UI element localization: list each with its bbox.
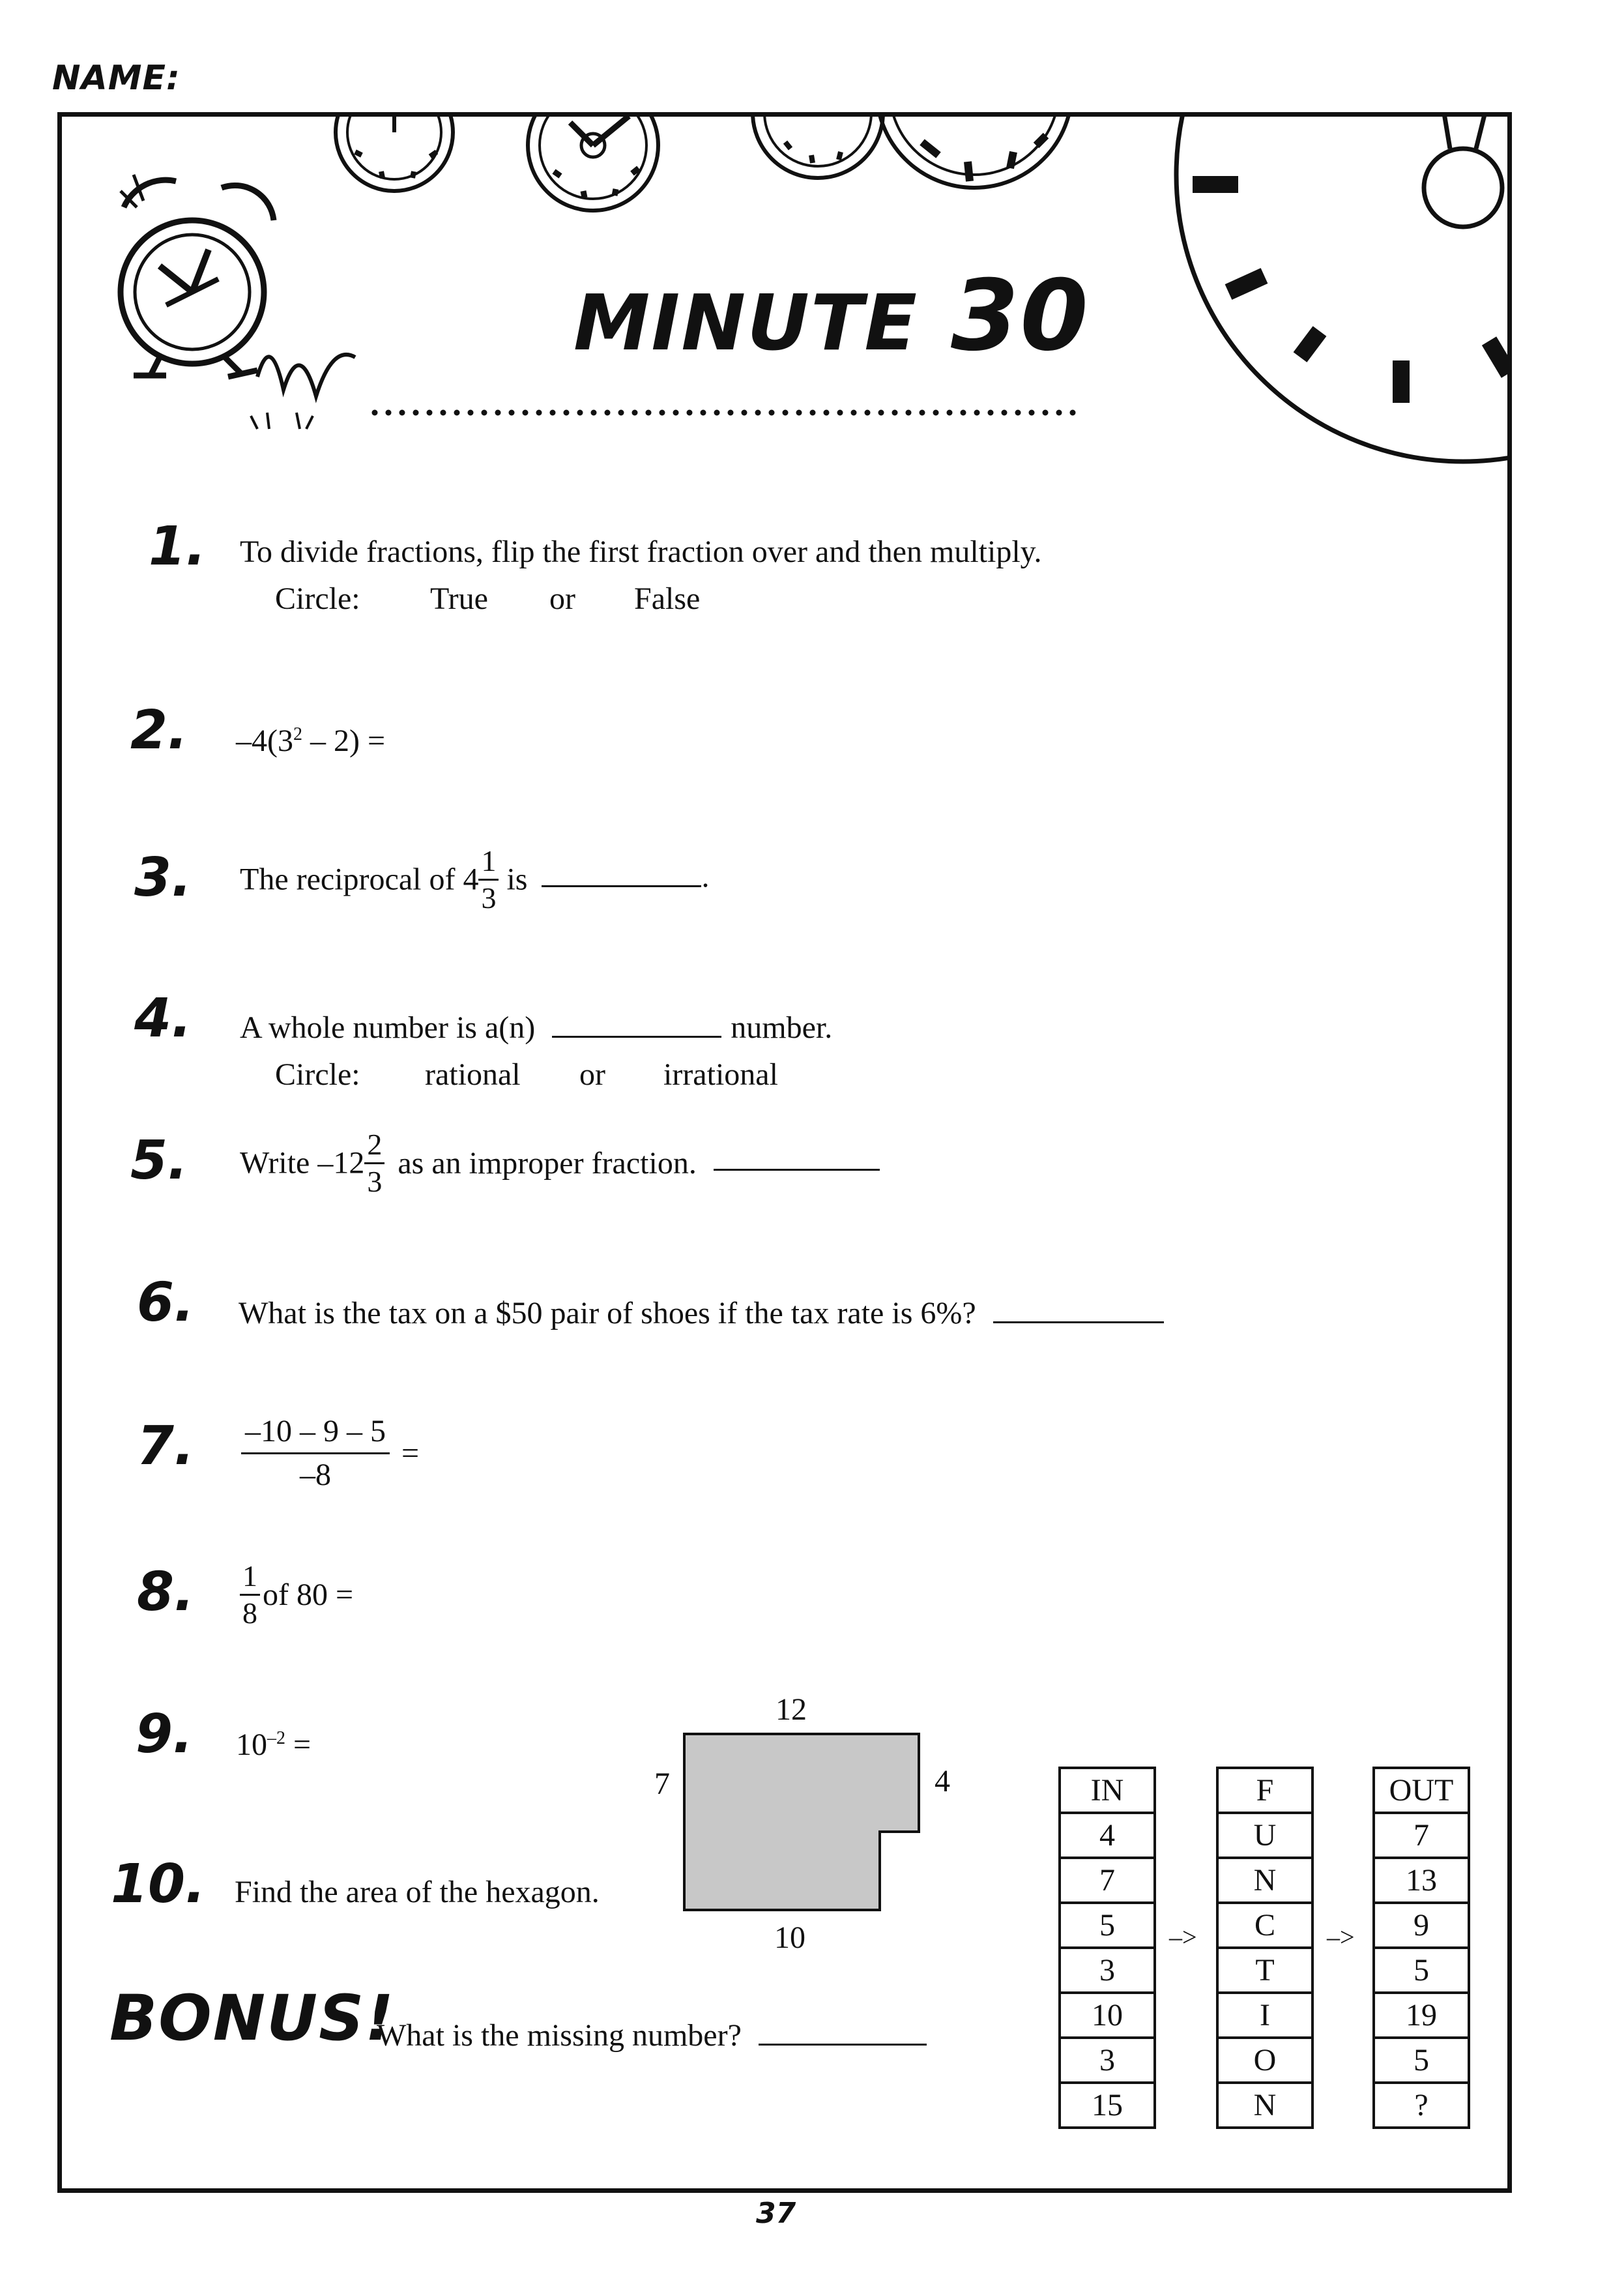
question-number: 2. [130, 699, 188, 761]
in-cell: 3 [1060, 2038, 1155, 2083]
clock-icon [877, 116, 1072, 188]
page-title [573, 259, 1090, 373]
question-number: 5. [130, 1130, 188, 1192]
out-cell: 9 [1374, 1903, 1469, 1948]
or-text: or [579, 1057, 605, 1092]
large-clock-icon [1176, 116, 1510, 462]
hexagon-label-bottom: 10 [774, 1920, 805, 1955]
in-cell: 15 [1060, 2083, 1155, 2128]
circle-label: Circle: [275, 1057, 360, 1092]
function-letter: C [1217, 1903, 1312, 1948]
function-letter: U [1217, 1813, 1312, 1858]
function-letter: N [1217, 1858, 1312, 1903]
question-9-text: $10^{-2}$ = [236, 1727, 312, 1762]
question-8-text: $\frac{1}{8}$ of 80 = [240, 1561, 353, 1628]
hexagon-label-right: 4 [935, 1764, 950, 1798]
question-4-text: A whole number is a(n) number. [240, 1010, 833, 1045]
hexagon-shape [684, 1734, 919, 1910]
function-letter: O [1217, 2038, 1312, 2083]
question-number: 9. [136, 1703, 194, 1765]
question-number: 4. [134, 988, 192, 1050]
in-header: IN [1060, 1768, 1155, 1813]
in-cell: 4 [1060, 1813, 1155, 1858]
function-column-table [1216, 1767, 1314, 2129]
out-cell: 5 [1374, 1948, 1469, 1993]
option-irrational[interactable]: irrational [663, 1057, 778, 1092]
hexagon-label-top: 12 [776, 1692, 807, 1727]
clock-icon [528, 116, 658, 211]
in-cell: 3 [1060, 1948, 1155, 1993]
clock-icon [336, 116, 453, 191]
function-letter: N [1217, 2083, 1312, 2128]
question-2-text: $-4(3^2 - 2)$ = [236, 724, 386, 758]
or-text: or [549, 581, 575, 616]
in-cell: 7 [1060, 1858, 1155, 1903]
out-column-table [1372, 1767, 1470, 2129]
question-6-text: What is the tax on a $50 pair of shoes if the tax rate is 6%? [239, 1295, 1164, 1332]
out-cell: 5 [1374, 2038, 1469, 2083]
answer-blank[interactable] [552, 1036, 721, 1038]
out-cell-missing[interactable]: ? [1374, 2083, 1469, 2128]
arrow-right: –> [1327, 1922, 1355, 1952]
question-3-text: The reciprocal of 4 $\frac{1}{3}$ is . [240, 844, 710, 915]
answer-blank[interactable] [542, 885, 701, 887]
arrow-right: –> [1169, 1922, 1197, 1952]
option-rational[interactable]: rational [425, 1057, 521, 1092]
question-number: 7. [137, 1415, 195, 1477]
question-number: 10. [111, 1853, 206, 1915]
hexagon-figure [678, 1727, 964, 1916]
clock-icon [753, 116, 883, 178]
option-true[interactable]: True [430, 581, 488, 616]
bonus-question: What is the missing number? [377, 2017, 927, 2055]
page-number: 37 [756, 2197, 796, 2230]
title-word: MINUTE [573, 278, 918, 368]
answer-blank[interactable] [993, 1321, 1164, 1323]
title-number: 30 [951, 259, 1090, 373]
question-5-text: Write –12 $\frac{2}{3}$ as an improper fraction. [240, 1130, 880, 1197]
name-label: NAME: [52, 59, 181, 98]
out-cell: 13 [1374, 1858, 1469, 1903]
question-10-text: Find the area of the hexagon. [235, 1875, 600, 1909]
out-cell: 19 [1374, 1993, 1469, 2038]
alarm-clock-icon [121, 175, 355, 429]
answer-blank[interactable] [759, 2044, 927, 2046]
question-7-text: $\frac{-10 - 9 - 5}{-8}$ = [241, 1416, 419, 1491]
function-letter: T [1217, 1948, 1312, 1993]
bonus-label: BONUS! [109, 1982, 395, 2055]
question-number: 3. [134, 847, 192, 909]
function-letter: F [1217, 1768, 1312, 1813]
circle-label: Circle: [275, 581, 360, 616]
question-number: 1. [149, 516, 207, 578]
in-cell: 10 [1060, 1993, 1155, 2038]
out-cell: 7 [1374, 1813, 1469, 1858]
question-number: 8. [137, 1561, 195, 1623]
option-false[interactable]: False [634, 581, 701, 616]
question-1-text: To divide fractions, flip the first fraction over and then multiply. [240, 535, 1042, 569]
answer-blank[interactable] [714, 1169, 880, 1171]
function-letter: I [1217, 1993, 1312, 2038]
question-number: 6. [137, 1272, 195, 1334]
in-column-table [1058, 1767, 1156, 2129]
out-header: OUT [1374, 1768, 1469, 1813]
in-cell: 5 [1060, 1903, 1155, 1948]
hexagon-label-left: 7 [654, 1767, 670, 1801]
